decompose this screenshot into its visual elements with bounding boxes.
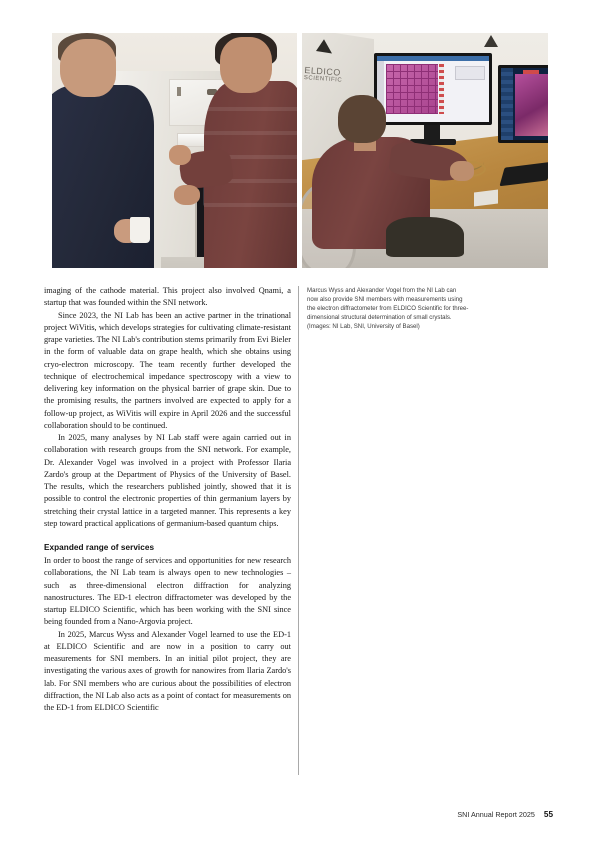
section-heading: Expanded range of services (44, 543, 155, 552)
diffraction-sample-image (515, 74, 548, 136)
instrument-indicator (177, 87, 181, 96)
warning-triangle-icon (484, 35, 498, 47)
person-seated-legs (386, 217, 464, 257)
page-footer (457, 810, 553, 819)
body-paragraph: imaging of the cathode material. This project also involved Qnami, a startup that was founded within the SNI network. (44, 286, 291, 308)
diffraction-grid-image (386, 64, 438, 114)
eldico-brand-name: ELDICO (304, 65, 342, 78)
sweater-stripe (204, 131, 297, 135)
monitor-primary-screen (377, 56, 489, 122)
software-color-strip (439, 64, 444, 114)
software-panel (455, 66, 485, 80)
person-left-head (60, 39, 116, 97)
person-seated-head (338, 95, 386, 143)
warning-triangle-icon (316, 38, 332, 54)
person-seated-hand (450, 161, 474, 181)
person-right-hand (174, 185, 200, 205)
person-right-head (220, 37, 272, 93)
sweater-stripe (204, 107, 297, 111)
software-titlebar (377, 56, 489, 61)
person-left-holding-object (130, 217, 150, 243)
monitor-secondary-screen (501, 68, 548, 140)
body-paragraph: In 2025, many analyses by NI Lab staff were again carried out in collaboration with research groups from the SNI network. For example, Dr. Alexander Vogel was involved in a project with Professor Ilaria Zardo's group at the Department of Physics of the University of Basel. The results, which the researchers published jointly, showed that it is possible to control the electronic properties of thin germanium layers by stretching their crystal lattice in a targeted manner. This represents a key step toward practical applications of germanium-based quantum chips. (44, 433, 291, 528)
photo-lab-instrument (52, 33, 297, 268)
body-paragraph: Since 2023, the NI Lab has been an active partner in the trinational project WiVitis, which develops strategies for cultivating climate-resistant grape varieties. The NI Lab's contribution stems primarily from Evi Bieler in the form of valuable data on grape health, which she obtains using cryo-electron microscopy. The team recently further developed the technique of electrochemical impedance spectroscopy with a view to delivering key information on the physical barrier of grape skin. Due to the promising results, the partners involved are expected to apply for a follow-up project, as WiVitis will expire in April 2026 and the successful collaboration should to be continued. (44, 310, 291, 430)
body-paragraph: In order to boost the range of services and opportunities for new research collaborations, the NI Lab team is always open to new technologies – such as three-dimensional electron diffraction for analyzing nanostructures. The ED-1 electron diffractometer was developed by the startup ELDICO Scientific, which has been working with the SNI since being founded from a Nano-Argovia project. (44, 556, 291, 627)
monitor-primary (374, 53, 492, 125)
monitor-secondary (498, 65, 548, 143)
photo-workstation (302, 33, 548, 268)
eldico-brand-subtitle: SCIENTIFIC (303, 75, 343, 84)
body-paragraph: In 2025, Marcus Wyss and Alexander Vogel learned to use the ED-1 at ELDICO Scientific and are now in a position to carry out measurements for SNI members. In an initial pilot project, they are investigating the various axes of growth for nanowires from Ilaria Zardo's lab. For SNI members who are curious about the possibilities of electron diffraction, the NI Lab also acts as a point of contact for measurements on the ED-1 from ELDICO Scientific (44, 629, 291, 712)
column-divider (298, 286, 299, 775)
software-toolbar (501, 68, 513, 140)
eldico-brand-logo (303, 65, 360, 89)
person-right-hand (169, 145, 191, 165)
mousepad (474, 190, 498, 207)
footer-page-number: 55 (543, 810, 553, 819)
sweater-stripe (204, 203, 297, 207)
body-text-column (44, 285, 291, 714)
photo-caption: Marcus Wyss and Alexander Vogel from the NI Lab can now also provide SNI members with measurements using the electron diffractometer from ELDICO Scientific for three-dimensional structural determination of small crystals. (Images: NI Lab, SNI, University of Basel) (307, 287, 469, 331)
footer-publication-title: SNI Annual Report 2025 (457, 810, 535, 819)
photo-row (52, 33, 548, 268)
